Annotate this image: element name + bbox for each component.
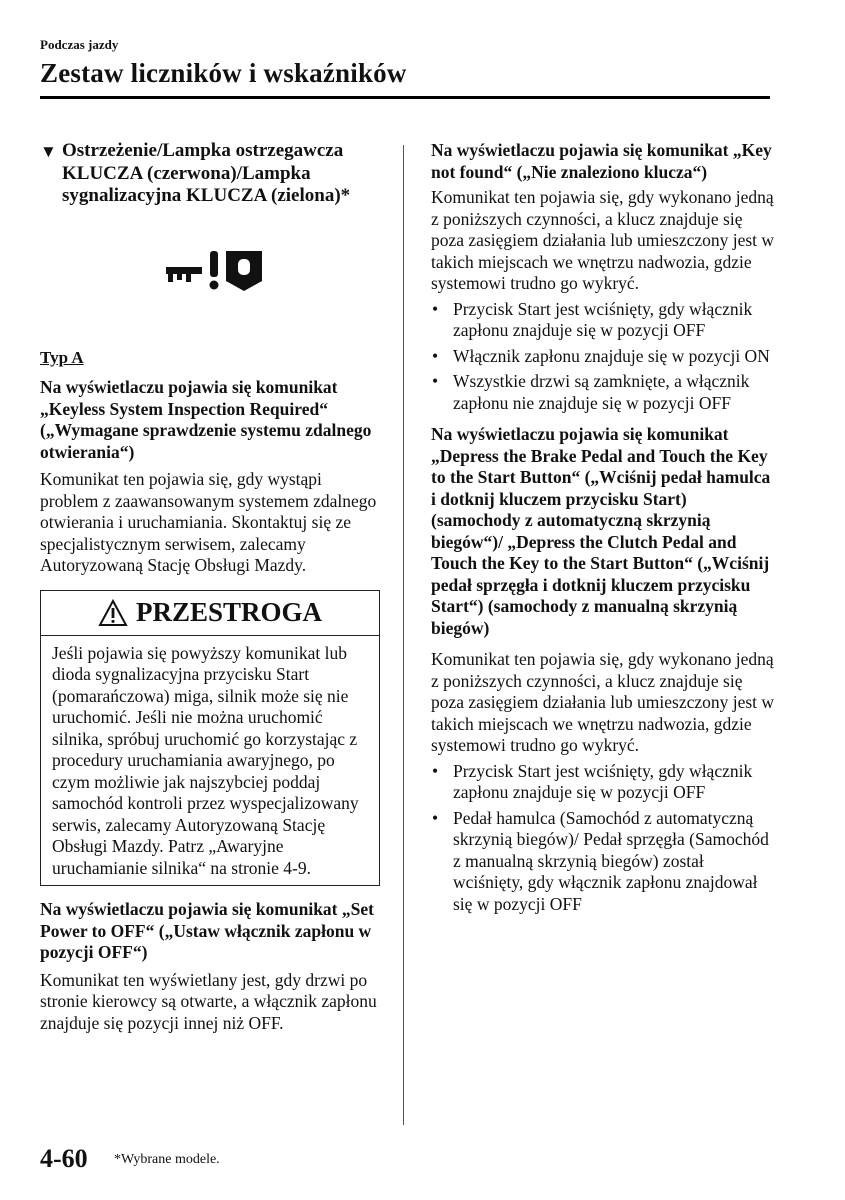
section-heading-text: Ostrzeżenie/Lampka ostrzegawcza KLUCZA (czerwona)/Lampka sygnalizacyjna KLUCZA (zielona)* (62, 140, 351, 206)
message-title: Na wyświetlaczu pojawia się komunikat „Set Power to OFF“ („Ustaw włącznik zapłonu w pozycji OFF“) (40, 899, 374, 962)
bullet-icon: • (432, 298, 439, 319)
caution-title: PRZESTROGA (135, 596, 323, 627)
message-body: Komunikat ten pojawia się, gdy wystąpi problem z zaawansowanym systemem zdalnego otwierania i uruchamiania. Skontaktuj się ze specjalistycznym serwisem, zalecamy Autoryzowaną Stację Obsługi Mazdy. (40, 469, 377, 575)
bullet-icon: • (432, 760, 439, 781)
bullet-icon: • (432, 371, 439, 391)
caution-header (41, 591, 379, 636)
message-body: Komunikat ten wyświetlany jest, gdy drzwi po stronie kierowcy są otwarte, a włącznik zapłonu znajduje się pozycji innej niż OFF. (40, 969, 377, 1033)
warning-triangle-icon (98, 599, 128, 627)
key-warning-icon (50, 208, 380, 333)
list-item: • Przycisk Start jest wciśnięty, gdy włącznik zapłonu znajduje się w pozycji OFF (432, 760, 753, 802)
triangle-bullet-icon: ▼ (40, 142, 57, 161)
list-item: • Przycisk Start jest wciśnięty, gdy włącznik zapłonu znajduje się w pozycji OFF (432, 298, 753, 340)
section-label: Podczas jazdy (40, 37, 119, 52)
list-item: • Wszystkie drzwi są zamknięte, a włącznik zapłonu nie znajduje się w pozycji OFF (432, 371, 750, 413)
type-label: Typ A (40, 347, 84, 367)
list-item: • Włącznik zapłonu znajduje się w pozycji ON (432, 345, 770, 366)
section-heading (40, 140, 380, 208)
message-body: Komunikat ten pojawia się, gdy wykonano jedną z poniższych czynności, a klucz znajduje się poza zasięgiem działania lub umieszczony jest w takich miejscach we wnętrzu nadwozia, gdzie systemowi trudno go wykryć. (431, 649, 775, 755)
right-column (431, 140, 776, 919)
list-item: • Pedał hamulca (Samochód z automatyczną skrzynią biegów)/ Pedał sprzęgła (Samochód z manualną skrzynią biegów) został wciśnięty, gdy włącznik zapłonu znajdował się w pozycji OFF (432, 807, 769, 914)
bullet-icon: • (432, 807, 439, 828)
title-rule (40, 96, 770, 99)
caution-body: Jeśli pojawia się powyższy komunikat lub dioda sygnalizacyjna przycisku Start (pomarańczowa) miga, silnik może się nie uruchomić. Jeśli nie można uruchomić silnika, spróbuj uruchomić go korzystając z procedury uruchamiania awaryjnego, po czym możliwie jak najszybciej poddaj samochód kontroli przez wyspecjalizowany serwis, zalecamy Autoryzowaną Stację Obsługi Mazdy. Patrz „Awaryjne uruchamianie silnika“ na stronie 4-9. (52, 642, 359, 878)
left-column (40, 140, 380, 1034)
message-title: Na wyświetlaczu pojawia się komunikat „Keyless System Inspection Required“ („Wymagane sprawdzenie systemu zdalnego otwierania“) (40, 377, 372, 462)
caution-box (40, 590, 380, 887)
footnote: *Wybrane modele. (114, 1152, 220, 1167)
column-divider (403, 145, 404, 1125)
page-title: Zestaw liczników i wskaźników (40, 58, 407, 88)
message-title: Na wyświetlaczu pojawia się komunikat „Key not found“ („Nie znaleziono klucza“) (431, 140, 772, 182)
bullet-icon: • (432, 345, 439, 366)
message-title: Na wyświetlaczu pojawia się komunikat „Depress the Brake Pedal and Touch the Key to the Start Button“ („Wciśnij pedał hamulca i dotknij kluczem przycisku Start) (samochody z automatyczną skrzynią biegów“)/ „Depress the Clutch Pedal and Touch the Key to the Start Button“ („Wciśnij pedał sprzęgła i dotknij kluczem przycisku Start“) (samochody z manualną skrzynią biegów) (431, 424, 771, 638)
bullet-list (431, 761, 776, 916)
message-body: Komunikat ten pojawia się, gdy wykonano jedną z poniższych czynności, a klucz znajduje się poza zasięgiem działania lub umieszczony jest w takich miejscach we wnętrzu nadwozia, gdzie systemowi trudno go wykryć. (431, 187, 775, 293)
page-number: 4-60 (40, 1144, 88, 1173)
bullet-list (431, 299, 776, 415)
